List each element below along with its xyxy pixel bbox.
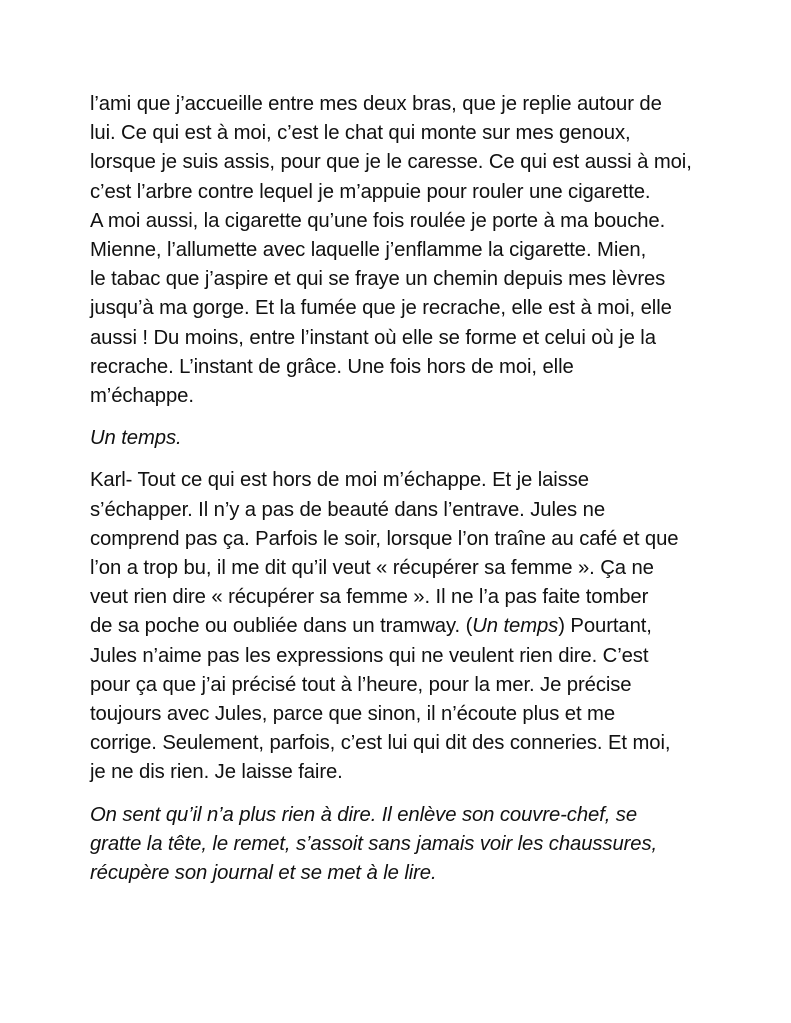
text-line: l’on a trop bu, il me dit qu’il veut « récupérer sa femme ». Ça ne bbox=[90, 557, 654, 580]
text-line: comprend pas ça. Parfois le soir, lorsque l’on traîne au café et que bbox=[90, 527, 679, 550]
text-line bbox=[90, 612, 730, 641]
text-line: m’échappe. bbox=[90, 385, 194, 408]
text-line: A moi aussi, la cigarette qu’une fois roulée je porte à ma bouche. bbox=[90, 209, 666, 232]
text-line: recrache. L’instant de grâce. Une fois hors de moi, elle bbox=[90, 355, 574, 378]
text-line: veut rien dire « récupérer sa femme ». Il ne l’a pas faite tomber bbox=[90, 586, 649, 609]
text-line: On sent qu’il n’a plus rien à dire. Il enlève son couvre-chef, se bbox=[90, 803, 638, 826]
text-line: aussi ! Du moins, entre l’instant où elle se forme et celui où je la bbox=[90, 326, 656, 349]
text-line: s’échapper. Il n’y a pas de beauté dans l’entrave. Jules ne bbox=[90, 498, 605, 521]
stage-direction-paragraph bbox=[90, 424, 730, 453]
text-line: lorsque je suis assis, pour que je le caresse. Ce qui est aussi à moi, bbox=[90, 151, 692, 174]
text-line: c’est l’arbre contre lequel je m’appuie pour rouler une cigarette. bbox=[90, 180, 651, 203]
document-page bbox=[90, 90, 730, 901]
text-line: l’ami que j’accueille entre mes deux bras, que je replie autour de bbox=[90, 93, 662, 115]
stage-direction-paragraph bbox=[90, 801, 730, 889]
text-line: Un temps. bbox=[90, 427, 182, 450]
text-line: Mienne, l’allumette avec laquelle j’enflamme la cigarette. Mien, bbox=[90, 239, 647, 262]
inline-stage-direction: Un temps bbox=[472, 615, 559, 638]
text-line: récupère son journal et se met à le lire. bbox=[90, 862, 437, 885]
text-line: je ne dis rien. Je laisse faire. bbox=[90, 761, 343, 784]
text-line: toujours avec Jules, parce que sinon, il n’écoute plus et me bbox=[90, 703, 615, 726]
text-paragraph bbox=[90, 90, 730, 411]
text-run: de sa poche ou oubliée dans un tramway. ( bbox=[90, 615, 473, 638]
text-run: ) Pourtant, bbox=[558, 615, 652, 638]
text-line: gratte la tête, le remet, s’assoit sans jamais voir les chaussures, bbox=[90, 832, 658, 855]
text-paragraph bbox=[90, 466, 730, 787]
text-line: corrige. Seulement, parfois, c’est lui qui dit des conneries. Et moi, bbox=[90, 732, 671, 755]
text-line: Karl- Tout ce qui est hors de moi m’échappe. Et je laisse bbox=[90, 469, 589, 492]
text-line: le tabac que j’aspire et qui se fraye un chemin depuis mes lèvres bbox=[90, 268, 666, 291]
text-line: Jules n’aime pas les expressions qui ne veulent rien dire. C’est bbox=[90, 644, 649, 667]
text-line: jusqu’à ma gorge. Et la fumée que je recrache, elle est à moi, elle bbox=[90, 297, 672, 320]
text-line: pour ça que j’ai précisé tout à l’heure, pour la mer. Je précise bbox=[90, 673, 632, 696]
text-line: lui. Ce qui est à moi, c’est le chat qui monte sur mes genoux, bbox=[90, 122, 631, 145]
